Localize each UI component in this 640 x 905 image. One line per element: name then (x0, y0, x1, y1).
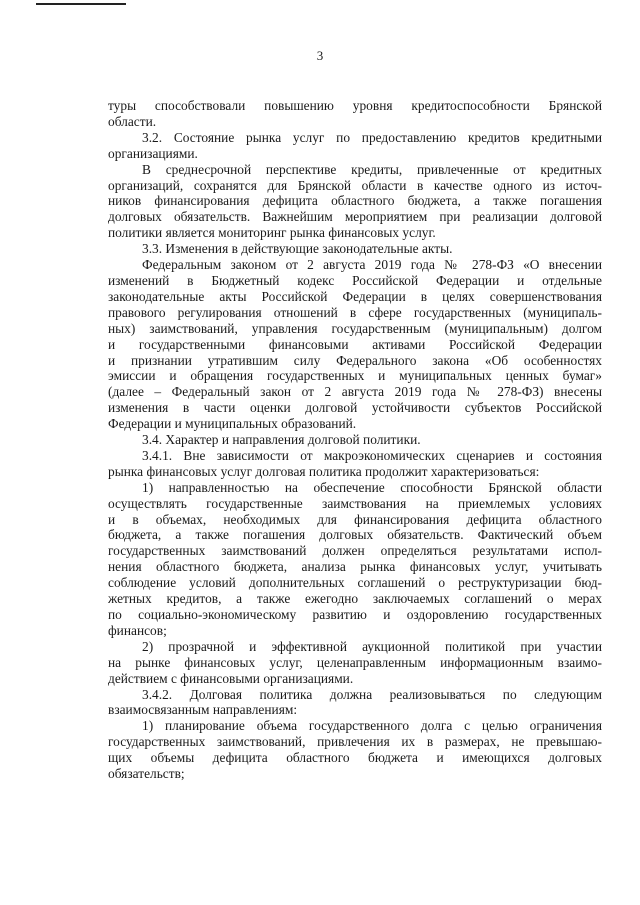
paragraph (108, 687, 602, 719)
text-line: изменений в Бюджетный кодекс Российской Федерации и отдельные (108, 272, 602, 288)
text-line: ников финансирования дефицита областного бюджета, а также погашения (108, 193, 602, 209)
paragraph (108, 257, 602, 432)
paragraph (108, 718, 602, 782)
text-line: 3.4. Характер и направления долговой политики. (142, 432, 421, 448)
text-line: осуществлять государственные заимствования на приемлемых условиях (108, 495, 602, 511)
text-line: действием с финансовыми организациями. (108, 670, 354, 686)
text-line: 3.3. Изменения в действующие законодательные акты. (142, 241, 453, 257)
text-line: соблюдение условий дополнительных соглашений о реструктуризации бюд- (108, 575, 602, 591)
text-line: ных) заимствований, управления государственным (муниципальным) долгом (108, 320, 602, 336)
text-line: изменения в части оценки долговой устойчивости субъектов Российской (108, 400, 602, 416)
text-line: и государственными финансовыми активами Российской Федерации (108, 336, 602, 352)
paragraph (108, 98, 602, 130)
text-line: нения областного бюджета, анализа рынка финансовых услуг, учитывать (108, 559, 602, 575)
paragraph (108, 432, 602, 448)
text-line: Федеральным законом от 2 августа 2019 года № 278-ФЗ «О внесении (142, 257, 602, 273)
paragraph (108, 639, 602, 687)
text-line: и признании утратившим силу Федерального закона «Об особенностях (108, 352, 602, 368)
text-line: щих объемы дефицита областного бюджета и имеющихся долговых (108, 750, 602, 766)
text-line: Федерации и муниципальных образований. (108, 416, 357, 432)
text-line: жетных кредитов, а также ежегодно заключаемых соглашений о мерах (108, 591, 602, 607)
text-line: В среднесрочной перспективе кредиты, привлеченные от кредитных (142, 161, 602, 177)
text-line: 3.4.1. Вне зависимости от макроэкономических сценариев и состояния (142, 447, 602, 463)
text-line: обязательств; (108, 766, 185, 782)
text-line: долговых обязательств. Важнейшим мероприятием при реализации долговой (108, 209, 602, 225)
text-line: и в объемах, необходимых для финансирования дефицита областного (108, 511, 602, 527)
text-line: рынка финансовых услуг долговая политика продолжит характеризоваться: (108, 463, 540, 479)
document-body (108, 98, 602, 782)
text-line: туры способствовали повышению уровня кредитоспособности Брянской (108, 98, 602, 113)
text-line: 1) направленностью на обеспечение способности Брянской области (142, 479, 602, 495)
paragraph (108, 480, 602, 639)
text-line: на рынке финансовых услуг, целенаправленным информационным взаимо- (108, 654, 602, 670)
text-line: бюджета, а также погашения долговых обязательств. Фактический объем (108, 527, 602, 543)
text-line: организаций, сохранятся для Брянской области в качестве одного из источ- (108, 177, 602, 193)
page-number: 3 (316, 48, 324, 63)
paragraph (108, 241, 602, 257)
text-line: эмиссии и обращения государственных и муниципальных ценных бумаг» (108, 368, 602, 384)
paragraph (108, 130, 602, 162)
text-line: (далее – Федеральный закон от 2 августа 2019 года № 278-ФЗ) внесены (108, 384, 602, 400)
text-line: 3.4.2. Долговая политика должна реализовываться по следующим (142, 686, 602, 702)
text-line: области. (108, 113, 157, 129)
text-line: взаимосвязанным направлениям: (108, 702, 298, 718)
text-line: 1) планирование объема государственного долга с целью ограничения (142, 718, 602, 734)
paragraph (108, 448, 602, 480)
text-line: 3.2. Состояние рынка услуг по предоставлению кредитов кредитными (142, 129, 602, 145)
text-line: финансов; (108, 622, 167, 638)
text-line: 2) прозрачной и эффективной аукционной политикой при участии (142, 638, 602, 654)
text-line: законодательные акты Российской Федерации в целях совершенствования (108, 288, 602, 304)
text-line: по социально-экономическому развитию и оздоровлению государственных (108, 607, 602, 622)
text-line: государственных заимствований должен определяться результатами испол- (108, 543, 602, 559)
paragraph (108, 162, 602, 242)
text-line: политики является мониторинг рынка финансовых услуг. (108, 225, 436, 241)
top-border-line (36, 3, 126, 5)
text-line: организациями. (108, 145, 198, 161)
text-line: государственных заимствований, привлечения их в размерах, не превышаю- (108, 734, 602, 750)
text-line: правового регулирования отношений в сфере государственных (муниципаль- (108, 304, 602, 320)
